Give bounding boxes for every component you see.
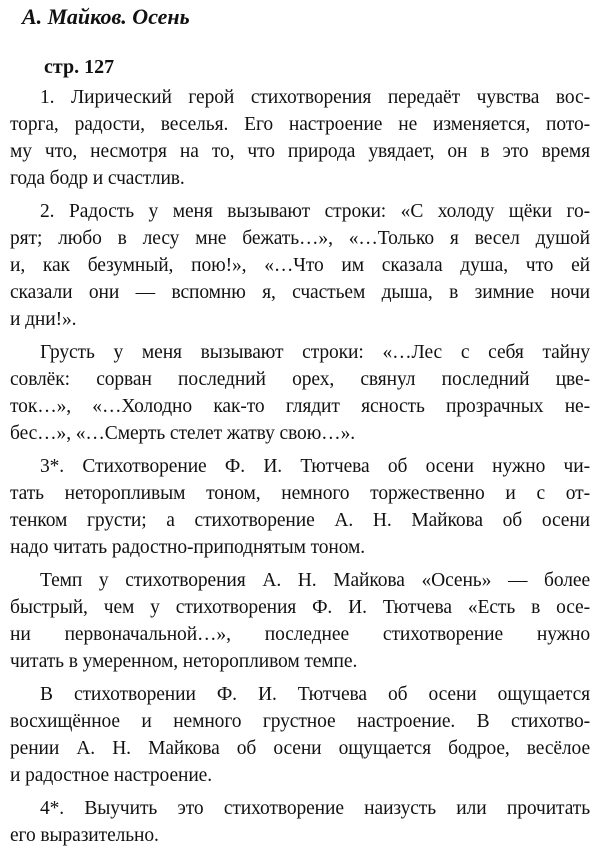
paragraph xyxy=(10,198,590,333)
text-line: Грусть у меня вызывают строки: «…Лес с себя тайну xyxy=(40,342,590,363)
text-line: его выразительно. xyxy=(10,825,159,846)
text-line: рят; любо в лесу мне бежать…», «…Только я весел душой xyxy=(10,228,590,249)
text-line: и радостное настроение. xyxy=(10,765,213,786)
text-line: тать неторопливым тоном, немного торжественно и с от- xyxy=(10,483,590,504)
answer-paragraphs xyxy=(10,84,590,855)
text-line: и, как безумный, пою!», «…Что им сказала душа, что ей xyxy=(10,255,590,276)
text-line: рении А. Н. Майкова об осени ощущается бодрое, весёлое xyxy=(10,738,590,759)
text-line: торга, радости, веселья. Его настроение не изменяется, пото- xyxy=(10,114,590,135)
paragraph xyxy=(10,681,590,789)
text-line: 4*. Выучить это стихотворение наизусть или прочитать xyxy=(40,798,590,819)
text-line: 1. Лирический герой стихотворения передаёт чувства вос- xyxy=(40,87,590,108)
paragraph xyxy=(10,453,590,561)
text-line: года бодр и счастлив. xyxy=(10,168,185,189)
paragraph xyxy=(10,567,590,675)
page-reference: стр. 127 xyxy=(44,56,115,78)
text-line: быстрый, чем у стихотворения Ф. И. Тютчева «Есть в осе- xyxy=(10,597,590,618)
text-line: совлёк: сорван последний орех, свянул последний цве- xyxy=(10,369,590,390)
text-line: надо читать радостно-приподнятым тоном. xyxy=(10,537,366,558)
text-line: ток…», «…Холодно как-то глядит ясность прозрачных не- xyxy=(10,396,590,417)
text-line: восхищённое и немного грустное настроение. В стихотво- xyxy=(10,711,590,732)
page-heading: А. Майков. Осень xyxy=(22,4,190,29)
paragraph xyxy=(10,339,590,447)
text-line: му что, несмотря на то, что природа увядает, он в это время xyxy=(10,141,590,162)
text-line: ни первоначальной…», последнее стихотворение нужно xyxy=(10,624,590,645)
text-line: 3*. Стихотворение Ф. И. Тютчева об осени нужно чи- xyxy=(40,456,590,477)
text-line: Темп у стихотворения А. Н. Майкова «Осень» — более xyxy=(40,570,590,591)
text-line: читать в умеренном, неторопливом темпе. xyxy=(10,651,358,672)
paragraph xyxy=(10,84,590,192)
paragraph xyxy=(10,795,590,849)
text-line: и дни!». xyxy=(10,309,77,330)
text-line: В стихотворении Ф. И. Тютчева об осени ощущается xyxy=(40,684,590,705)
text-line: бес…», «…Смерть стелет жатву свою…». xyxy=(10,423,355,444)
text-line: сказали они — вспомню я, счастьем дыша, в зимние ночи xyxy=(10,282,590,303)
text-line: тенком грусти; а стихотворение А. Н. Майкова об осени xyxy=(10,510,590,531)
text-line: 2. Радость у меня вызывают строки: «С холоду щёки го- xyxy=(40,201,590,222)
